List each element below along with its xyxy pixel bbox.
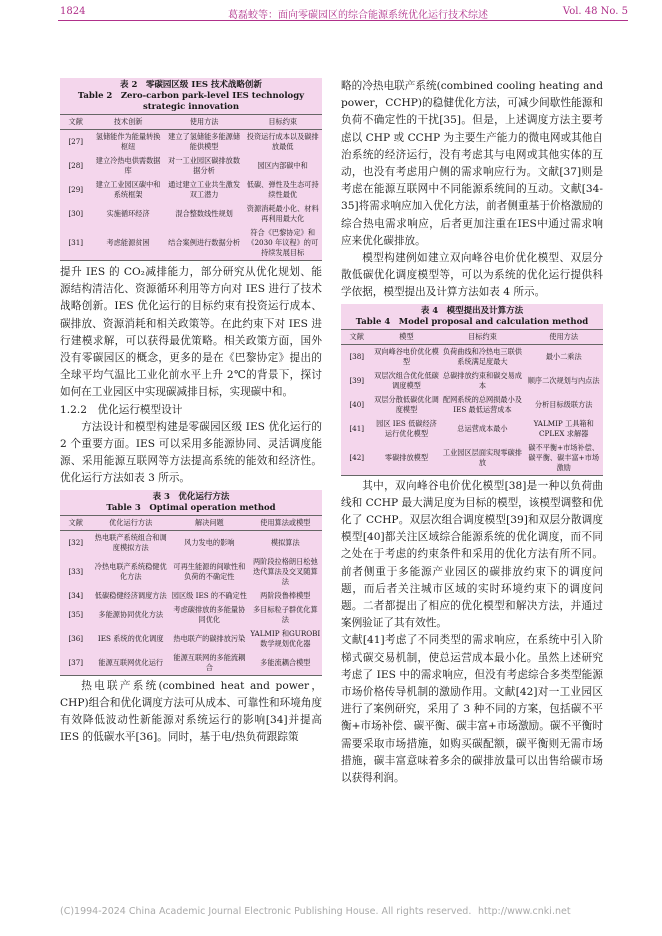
table-row: [60, 555, 322, 589]
table-cell: [32]: [68, 537, 84, 547]
table-cell: 园区 IES 低碳经济运行优化模型: [376, 418, 437, 438]
table-cell: 建立了氢储能多能源储能供模型: [168, 132, 241, 151]
table-3-caption-cn: 表 3 优化运行方法: [152, 491, 230, 502]
table-2-header: 技术创新: [91, 115, 164, 130]
table-2-header: 文献: [60, 115, 91, 130]
table-3-header: 文献: [60, 515, 91, 530]
paragraph: 其中，双向峰谷电价优化模型[38]是一种以负荷曲线和 CCHP 最大满足度为目标的模型，该模型调整和优化了 CCHP。双层次组合调度模型[39]和双层分散调度模型[40]都关注区域综合能源系统的优化调度，而不同之处在于考虑的约束条件和采用的优化方法有所不同。前者侧重于多能源产业园区的碳排放约束下的调度问题，而后者关注城市区域的实时环境约束下的调度问题。二者都提出了相应的优化模型和解决方法，并通过案例验证了其有效性。: [341, 479, 603, 630]
table-2-caption-cn: 表 2 零碳园区级 IES 技术战略创新: [120, 80, 262, 90]
table-row: [60, 154, 322, 178]
table-3-caption: [60, 490, 322, 515]
table-cell: 能源互联网的多能流耦合: [170, 651, 249, 676]
table-cell: 总运营成本最小: [457, 423, 508, 433]
table-row: [60, 589, 322, 603]
page-footer: [60, 906, 626, 917]
table-2-caption-en: Table 2 Zero-carbon park-level IES technology strategic innovation: [77, 91, 305, 112]
paragraph: 略的冷热电联产系统(combined cooling heating and power，CCHP)的稳健优化方法，可减少间歇性能源和负荷不确定性的干扰[35]。但是，上述调度方法主要考虑以 CHP 或 CCHP 为主要生产能力的微电网或其他自治系统的经济运行，没有考虑其与电网或其他实体的互动，也没有考虑用户侧的需求响应行为。文献[37]则是考虑在能源互联网中不同能源系统间的互动。文献[34-35]将需求响应加入优化方法，前者侧重基于价格激励的综合热电需求响应，后者更加注重在IES中通过需求响应来优化碳排放。: [341, 80, 603, 247]
table-cell: 双层分散低碳优化调度模型: [374, 394, 439, 414]
table-cell: 风力发电的影响: [184, 537, 235, 547]
table-cell: [34]: [68, 590, 84, 600]
paragraph: 模型构建例如建立双向峰谷电价优化模型、双层分散低碳优化调度模型等，可以为系统的优化运行提供科学依据，模型提出及计算方法如表 4 所示。: [341, 252, 603, 299]
running-title: 葛磊蛟等：面向零碳园区的综合能源系统优化运行技术综述: [228, 10, 488, 21]
table-cell: 低碳稳健经济调度方法: [94, 590, 167, 600]
table-cell: 结合案例进行数据分析: [165, 226, 244, 261]
table-2-header: 目标约束: [243, 115, 322, 130]
table-row: [60, 130, 322, 155]
table-row: [341, 417, 603, 441]
table-4-caption: [341, 304, 603, 329]
table-cell: 两阶段鲁棒模型: [260, 590, 311, 600]
table-cell: 混合整数线性规划: [175, 209, 233, 218]
table-cell: [38]: [349, 351, 365, 361]
table-cell: [41]: [349, 423, 365, 433]
table-cell: YALMIP 工具箱和CPLEX 求解器: [533, 418, 594, 438]
table-cell: 工业园区层面实现零碳排放: [441, 441, 525, 476]
table-cell: [37]: [60, 651, 91, 676]
paragraph: 方法设计和模型构建是零碳园区级 IES 优化运行的 2 个重要方面。IES 可以采用多能源协同、灵活调度能源、采用能源互联网等方法提高系统的能效和经济性。优化运行方法如表 3 所示。: [60, 420, 322, 485]
table-row: [60, 226, 322, 261]
table-cell: 负荷曲线和冷热电三联供系统满足度最大: [442, 346, 522, 366]
table-cell: [28]: [68, 161, 84, 170]
table-cell: [27]: [68, 137, 84, 146]
table-4-header: 目标约束: [441, 329, 525, 344]
table-row: [60, 627, 322, 651]
table-cell: 园区内部碳中和: [257, 161, 308, 170]
table-row: [341, 369, 603, 393]
table-3-caption-en: Table 3 Optimal operation method: [106, 502, 276, 513]
left-column: [60, 78, 322, 746]
table-3: [60, 490, 322, 676]
table-4-grid: [341, 329, 603, 476]
table-cell: 可再生能源的间歇性和负荷的不确定性: [173, 561, 246, 581]
paragraph: 提升 IES 的 CO₂减排能力，部分研究从优化规划、能源结构清洁化、资源循环利用等方向对 IES 进行了技术战略创新。IES 优化运行的目标约束有投资运行成本、碳排放、资源消耗和相关政策等。在此约束下对 IES 进行建模求解，可以获得最优策略。相关政策方面，国外没有零碳园区的概念，更多的是在《巴黎协定》提出的全球平均气温比工业化前水平上升 2℃的背景下，探讨如何在工业园区中实现碳减排目标，实现碳中和。: [60, 266, 322, 399]
cnki-link[interactable]: http://www.cnki.net: [478, 906, 571, 917]
table-cell: 多目标粒子群优化算法: [252, 604, 318, 624]
table-cell: 通过建立工业共生激发双工潜力: [168, 180, 241, 199]
table-cell: 模拟算法: [270, 537, 300, 547]
table-cell: 分析目标级联方法: [534, 399, 593, 409]
table-cell: 建立工业园区碳中和系统框架: [95, 180, 161, 199]
table-cell: 配网系统的总网损最小及 IES 最低运营成本: [442, 394, 522, 414]
table-cell: 热电联产系统组合和调度模拟方法: [94, 532, 167, 552]
table-row: [60, 178, 322, 202]
table-cell: 低碳、弹性及生态可持续性最优: [246, 180, 319, 199]
table-row: [341, 344, 603, 369]
table-cell: 两阶段拉格朗日松弛迭代算法及交叉随算法: [252, 556, 318, 586]
table-2: [60, 78, 322, 261]
table-cell: 双向峰谷电价优化模型: [374, 346, 439, 366]
table-cell: 多能源协同优化方法: [98, 609, 164, 619]
table-cell: [30]: [68, 209, 84, 218]
table-cell: IES 系统的优化调度: [97, 633, 164, 643]
table-cell: [29]: [68, 185, 84, 194]
section-heading: 1.2.2 优化运行模型设计: [60, 403, 183, 416]
table-cell: 对一工业园区碳排放数据分析: [168, 156, 241, 175]
table-row: [60, 530, 322, 555]
table-cell: [42]: [341, 441, 372, 476]
table-row: [60, 202, 322, 226]
table-cell: [35]: [68, 609, 84, 619]
table-cell: 顺序二次规划与内点法: [527, 375, 600, 385]
table-4-caption-cn: 表 4 模型提出及计算方法: [420, 305, 524, 316]
table-cell: 考虑碳排放的多能量协同优化: [173, 604, 246, 624]
page-header: [48, 6, 628, 20]
paragraph: 热电联产系统(combined heat and power，CHP)组合和优化调度方法可从成本、可靠性和环境角度有效降低波动性新能源对系统运行的影响[34]并提高 IES 的低碳水平[36]。同时，基于电/热负荷跟踪策: [60, 679, 322, 744]
table-cell: 冷热电联产系统稳健优化方法: [94, 561, 167, 581]
table-3-header: 优化运行方法: [91, 515, 170, 530]
table-cell: 投资运行成本以及碳排放最低: [246, 132, 319, 151]
table-cell: 总碳排放约束和碳交易成本: [442, 370, 522, 390]
table-cell: 碳不平衡+市场补偿、碳平衡、碳丰富+市场激励: [524, 441, 603, 476]
table-cell: YALMIP 和GUROBI 数学规划优化器: [250, 628, 321, 648]
table-row: [60, 651, 322, 676]
table-row: [341, 441, 603, 476]
table-cell: [36]: [68, 633, 84, 643]
table-cell: 零碳排放模型: [372, 441, 440, 476]
table-4: [341, 304, 603, 476]
table-2-grid: [60, 114, 322, 261]
table-3-grid: [60, 515, 322, 676]
header-rule: [58, 20, 628, 21]
table-cell: 资源消耗最小化、材料再利用最大化: [246, 204, 319, 223]
table-2-caption: [60, 78, 322, 114]
paragraph: 文献[41]考虑了不同类型的需求响应，在系统中引入阶梯式碳交易机制，使总运营成本最小化。虽然上述研究考虑了 IES 中的需求响应，但没有考虑综合多类型能源市场价格传导机制的激励作用。文献[42]对一工业园区进行了案例研究，采用了 3 种不同的方案，包括碳不平衡+市场补偿、碳平衡、碳丰富+市场激励。碳不平衡时需要采取市场措施，如购买碳配额，碳平衡则无需市场措施，碳丰富意味着多余的碳排放量可以出售给碳市场以获得利润。: [341, 634, 603, 785]
table-cell: 能源互联网优化运行: [91, 651, 170, 676]
table-cell: 考虑能源贫困: [91, 226, 164, 261]
table-cell: 实施循环经济: [106, 209, 150, 218]
table-3-header: 使用算法或模型: [249, 515, 322, 530]
table-cell: 建立冷热电供需数据库: [95, 156, 161, 175]
table-2-header: 使用方法: [165, 115, 244, 130]
right-column: [341, 78, 603, 787]
table-row: [60, 603, 322, 627]
table-cell: 双层次组合优化低碳调度模型: [374, 370, 439, 390]
table-cell: [40]: [349, 399, 365, 409]
table-cell: [39]: [349, 375, 365, 385]
copyright-notice: (C)1994-2024 China Academic Journal Electronic Publishing House. All rights reserved.: [60, 906, 472, 917]
table-cell: 热电联产的碳排放污染: [173, 633, 246, 643]
table-cell: [33]: [68, 566, 84, 576]
table-4-header: 文献: [341, 329, 372, 344]
table-cell: 多能流耦合模型: [249, 651, 322, 676]
table-4-header: 使用方法: [524, 329, 603, 344]
page-number: 1824: [60, 6, 86, 17]
table-cell: 最小二乘法: [545, 351, 582, 361]
table-3-header: 解决问题: [170, 515, 249, 530]
table-cell: 园区级 IES 的不确定性: [171, 590, 247, 600]
table-cell: 氢储能作为能量转换枢纽: [95, 132, 161, 151]
table-cell: [31]: [60, 226, 91, 261]
table-4-header: 模型: [372, 329, 440, 344]
volume-label: Vol. 48 No. 5: [562, 6, 628, 17]
table-row: [341, 393, 603, 417]
table-cell: 符合《巴黎协定》和《2030 年议程》的可持续发展目标: [243, 226, 322, 261]
table-4-caption-en: Table 4 Model proposal and calculation method: [355, 316, 589, 327]
